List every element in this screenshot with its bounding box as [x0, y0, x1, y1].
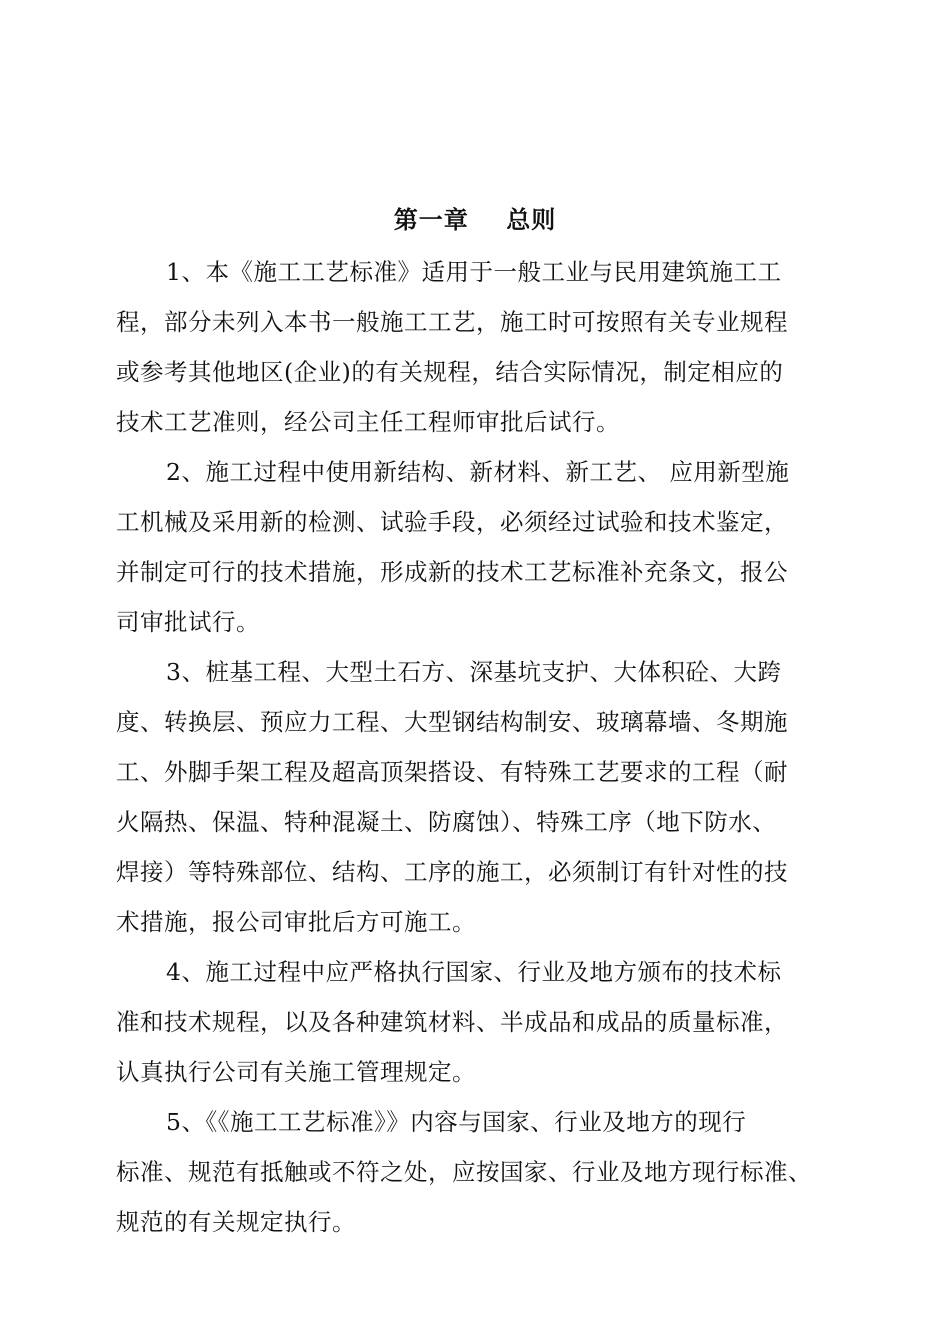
paragraph-3-line-4: 火隔热、保温、特种混凝土、防腐蚀）、特殊工序（地下防水、 — [116, 808, 777, 836]
paragraph-3-line-1: 3、桩基工程、大型土石方、深基坑支护、大体积砼、大跨 — [166, 658, 782, 686]
paragraph-2-line-1: 2、施工过程中使用新结构、新材料、新工艺、 应用新型施 — [166, 458, 790, 486]
paragraph-1-line-3: 或参考其他地区(企业)的有关规程，结合实际情况，制定相应的 — [116, 358, 784, 386]
chapter-title: 第一章 总则 — [393, 205, 557, 234]
paragraph-2-line-4: 司审批试行。 — [116, 608, 260, 636]
paragraph-5-line-1: 5、《《施工工艺标准》》内容与国家、行业及地方的现行 — [166, 1108, 747, 1136]
paragraph-5-line-2: 标准、规范有抵触或不符之处，应按国家、行业及地方现行标准、 — [116, 1158, 812, 1186]
paragraph-2-line-2: 工机械及采用新的检测、试验手段，必须经过试验和技术鉴定， — [116, 508, 788, 536]
paragraph-1-line-4: 技术工艺准则，经公司主任工程师审批后试行。 — [116, 408, 620, 436]
paragraph-4-line-2: 准和技术规程，以及各种建筑材料、半成品和成品的质量标准， — [116, 1008, 788, 1036]
paragraph-4-line-1: 4、施工过程中应严格执行国家、行业及地方颁布的技术标 — [166, 958, 782, 986]
paragraph-4-line-3: 认真执行公司有关施工管理规定。 — [116, 1058, 476, 1086]
paragraph-3-line-2: 度、转换层、预应力工程、大型钢结构制安、玻璃幕墙、冬期施 — [116, 708, 788, 736]
paragraph-3-line-6: 术措施，报公司审批后方可施工。 — [116, 908, 476, 936]
paragraph-3-line-5: 焊接）等特殊部位、结构、工序的施工，必须制订有针对性的技 — [116, 858, 788, 886]
paragraph-5-line-3: 规范的有关规定执行。 — [116, 1208, 356, 1236]
paragraph-1-line-1: 1、本《施工工艺标准》适用于一般工业与民用建筑施工工 — [166, 258, 782, 286]
paragraph-1-line-2: 程，部分未列入本书一般施工工艺，施工时可按照有关专业规程 — [116, 308, 788, 336]
paragraph-3-line-3: 工、外脚手架工程及超高顶架搭设、有特殊工艺要求的工程（耐 — [116, 758, 788, 786]
paragraph-2-line-3: 并制定可行的技术措施，形成新的技术工艺标准补充条文，报公 — [116, 558, 788, 586]
